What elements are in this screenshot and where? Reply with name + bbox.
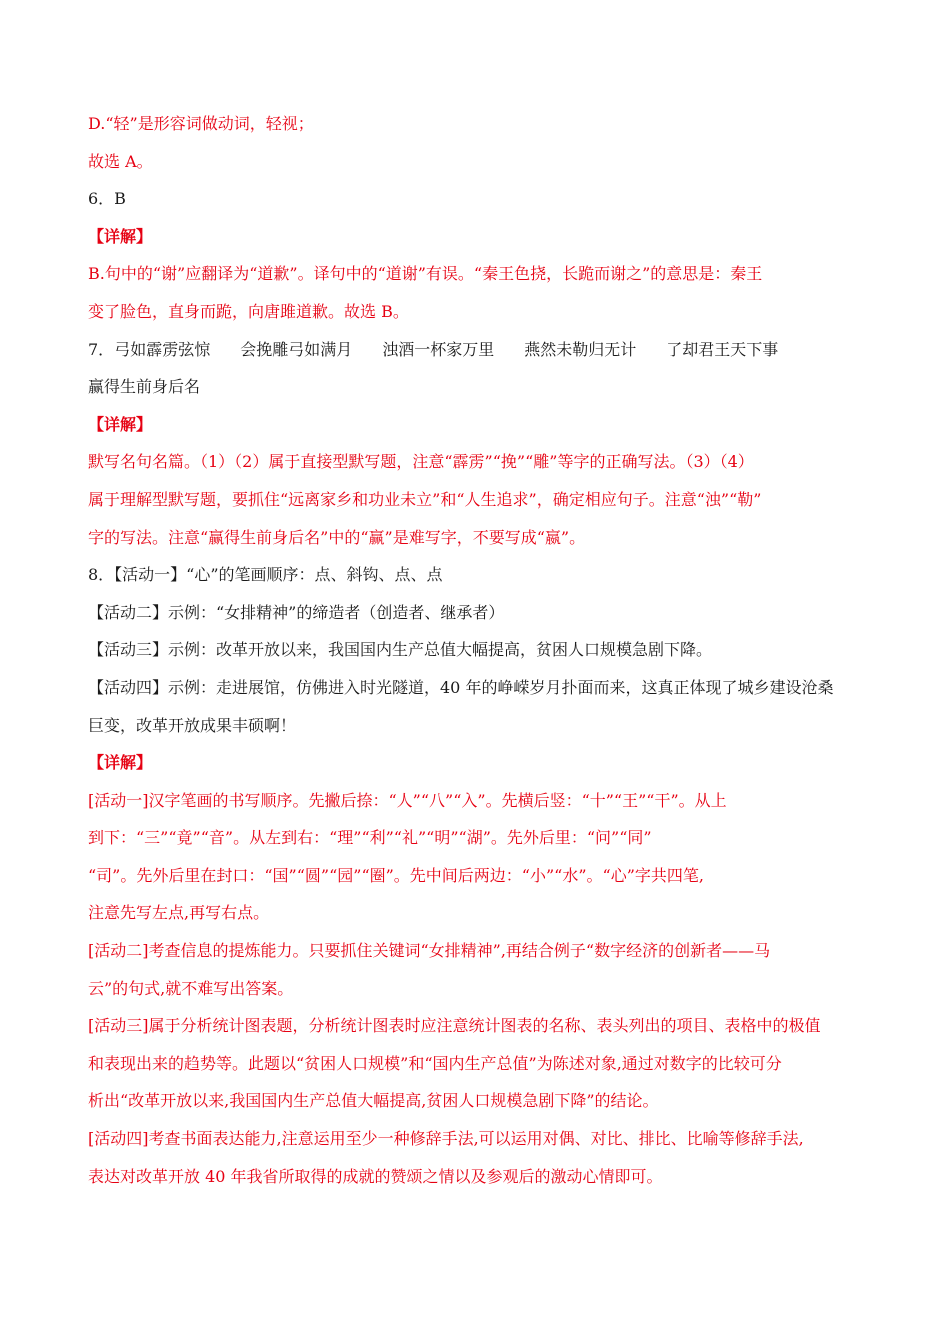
text-line-6: 变了脸色，直身而跪，向唐雎道歉。故选 B。 (88, 301, 409, 321)
text-line-21: 注意先写左点,再写右点。 (88, 903, 270, 923)
poem-part-5: 了却君王天下事 (666, 339, 779, 359)
poem-part-2: 会挽雕弓如满月 (240, 339, 353, 359)
text-line-11: 字的写法。注意“赢得生前身后名”中的“赢”是难写字，不要写成“嬴”。 (88, 527, 586, 547)
detail-heading-7: 【详解】 (88, 414, 153, 434)
answer-7 (88, 340, 863, 378)
detail-heading-6: 【详解】 (88, 226, 153, 246)
text-line-9: 默写名句名篇。（1）（2）属于直接型默写题，注意“霹雳”“挽”“雕”等字的正确写法。（3）（4） (88, 452, 754, 472)
text-line-22: [活动二]考查信息的提炼能力。只要抓住关键词“女排精神”,再结合例子“数字经济的创新者——马 (88, 941, 771, 961)
text-line-10: 属于理解型默写题，要抓住“远离家乡和功业未立”和“人生追求”，确定相应句子。注意“浊”“勒” (88, 489, 762, 509)
poem-part-3: 浊酒一杯家万里 (382, 339, 495, 359)
answer-8-activity-4: 【活动四】示例：走进展馆，仿佛进入时光隧道，40 年的峥嵘岁月扑面而来，这真正体现了城乡建设沧桑 (88, 677, 834, 697)
poem-part-1: 弓如霹雳弦惊 (114, 339, 211, 359)
text-line-27: [活动四]考查书面表达能力,注意运用至少一种修辞手法,可以运用对偶、对比、排比、比喻等修辞手法, (88, 1129, 804, 1149)
text-line-2: 故选 A。 (88, 151, 153, 171)
text-line-25: 和表现出来的趋势等。此题以“贫困人口规模”和“国内生产总值”为陈述对象,通过对数字的比较可分 (88, 1053, 782, 1073)
answer-7-number: 7． (88, 339, 115, 359)
text-line-18: [活动一]汉字笔画的书写顺序。先撇后捺：“人”“八”“入”。先横后竖：“十”“王”“干”。从上 (88, 790, 727, 810)
text-line-1: D.“轻”是形容词做动词，轻视； (88, 114, 314, 133)
text-line-19: 到下：“三”“竟”“音”。从左到右：“理”“利”“礼”“明”“湖”。先外后里：“问”“同” (88, 828, 652, 848)
text-line-7: 赢得生前身后名 (88, 377, 201, 397)
text-line-23: 云”的句式,就不难写出答案。 (88, 978, 294, 998)
answer-8-activity-1: 8．【活动一】“心”的笔画顺序：点、斜钩、点、点 (88, 565, 443, 585)
text-line-20: “司”。先外后里在封口：“国”“圆”“园”“圈”。先中间后两边：“小”“水”。“心”字共四笔, (88, 865, 704, 885)
detail-heading-8: 【详解】 (88, 753, 153, 773)
answer-8-activity-3: 【活动三】示例：改革开放以来，我国国内生产总值大幅提高，贫困人口规模急剧下降。 (88, 640, 713, 660)
document-page (88, 114, 863, 1204)
text-line-28: 表达对改革开放 40 年我省所取得的成就的赞颂之情以及参观后的激动心情即可。 (88, 1166, 663, 1186)
text-line-26: 析出“改革开放以来,我国国内生产总值大幅提高,贫困人口规模急剧下降”的结论。 (88, 1091, 659, 1111)
text-line-5: B.句中的“谢”应翻译为“道歉”。译句中的“道谢”有误。“秦王色挠，长跪而谢之”的意思是：秦王 (88, 264, 763, 284)
answer-6: 6．B (88, 189, 126, 209)
answer-8-activity-2: 【活动二】示例：“女排精神”的缔造者（创造者、继承者） (88, 602, 505, 622)
text-line-16: 巨变，改革开放成果丰硕啊！ (88, 715, 297, 735)
poem-part-4: 燕然未勒归无计 (524, 339, 637, 359)
text-line-24: [活动三]属于分析统计图表题，分析统计图表时应注意统计图表的名称、表头列出的项目、表格中的极值 (88, 1016, 821, 1036)
